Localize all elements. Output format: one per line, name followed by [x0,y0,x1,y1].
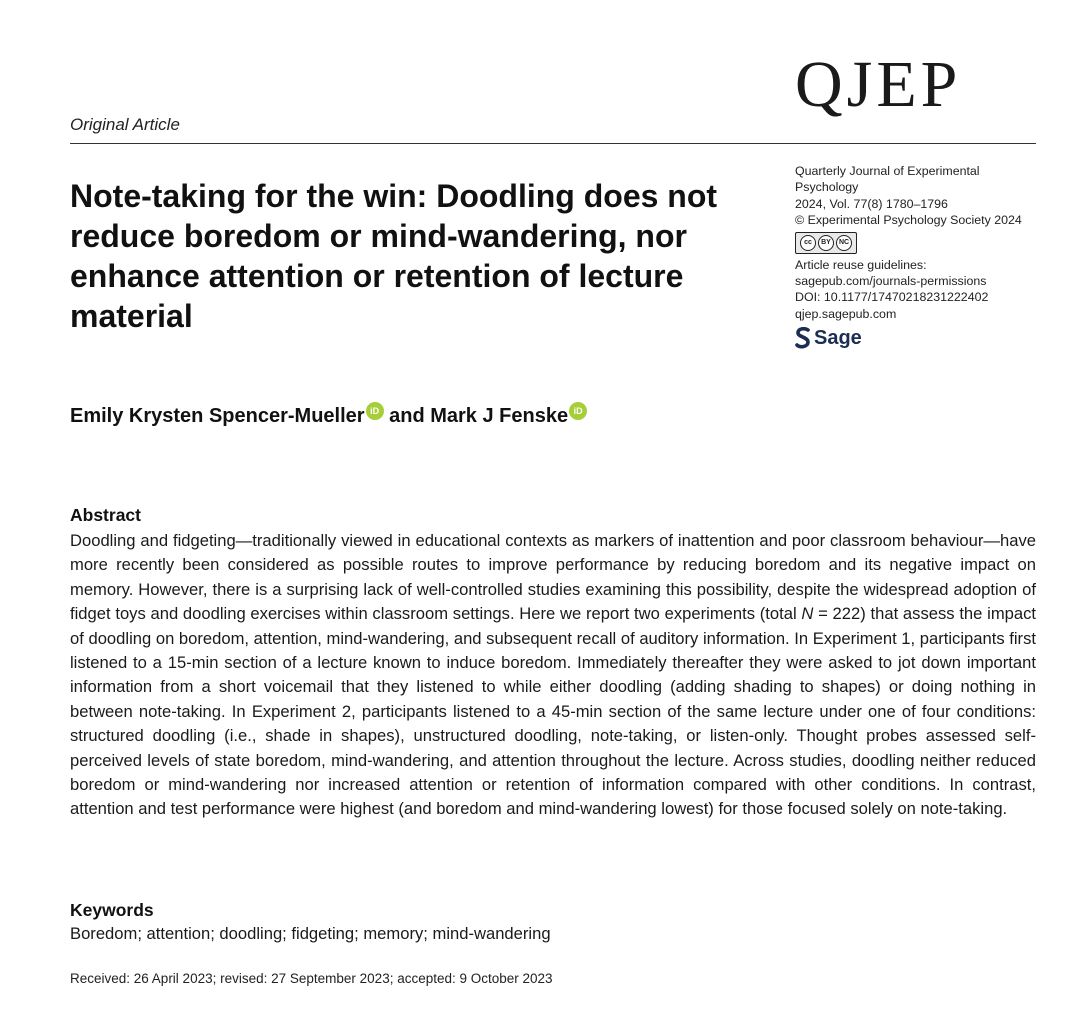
journal-info [795,163,1055,349]
abstract-part-2: ) that assess the impact of doodling on boredom, attention, mind-wandering, and subsequent recall of auditory information. In Experiment 1, participants first listened to a 15-min section of a lecture known to induce boredom. Immediately thereafter they were asked to jot down important information from a short voicemail that they listened to while either doodling (adding shading to shapes) or doing nothing in between note-taking. In Experiment 2, participants listened to a 45-min section of the same lecture under one of four conditions: structured doodling (i.e., shade in shapes), unstructured doodling, note-taking, or listen-only. Thought probes assessed self-perceived levels of state boredom, mind-wandering, and attention throughout the lecture. Across studies, doodling neither reduced boredom or mind-wandering nor increased attention or retention of information compared with other conditions. In contrast, attention and test performance were highest (and boredom and mind-wandering lowest) for those focused solely on note-taking. [70,604,1037,819]
header-divider [70,143,1036,144]
orcid-icon[interactable]: iD [569,402,587,420]
orcid-icon[interactable]: iD [366,402,384,420]
journal-copyright: © Experimental Psychology Society 2024 [795,213,1022,228]
sage-s-icon [795,327,811,349]
reuse-guidelines-label: Article reuse guidelines: [795,257,927,272]
cc-nc-icon: NC [836,235,852,251]
sample-size-symbol: N [801,604,814,624]
journal-name-line-2: Psychology [795,180,859,195]
journal-name-line-1: Quarterly Journal of Experimental [795,164,980,178]
cc-by-icon: BY [818,235,834,251]
publisher-logo [795,327,1055,349]
journal-site-link[interactable]: qjep.sagepub.com [795,306,897,321]
keywords-heading: Keywords [70,900,154,920]
submission-dates: Received: 26 April 2023; revised: 27 September 2023; accepted: 9 October 2023 [70,971,553,986]
abstract-heading: Abstract [70,505,141,525]
publisher-name: Sage [814,327,862,350]
keywords-list: Boredom; attention; doodling; fidgeting; memory; mind-wandering [70,924,551,943]
cc-license-badge[interactable] [795,232,857,254]
reuse-guidelines-link[interactable]: sagepub.com/journals-permissions [795,274,987,289]
author-list [70,405,587,428]
abstract-part-1: Doodling and fidgeting—traditionally viewed in educational contexts as markers of inattention and poor classroom behaviour—have more recently been considered as possible routes to improve performance by reducing boredom and its negative impact on memory. However, there is a surprising lack of well-controlled studies examining this possibility, despite the widespread adoption of fidget toys and doodling exercises within classroom settings. Here we report two experiments (total [70,531,1036,624]
author-name: Mark J Fenske [430,405,569,427]
journal-volume: 2024, Vol. 77(8) 1780–1796 [795,196,948,211]
sample-size-value: = 222 [813,604,861,624]
author-name: Emily Krysten Spencer-Mueller [70,405,365,427]
journal-logo: QJEP [795,48,962,121]
author-separator: and [383,405,431,427]
article-title: Note-taking for the win: Doodling does not reduce boredom or mind-wandering, nor enhance attention or retention of lecture material [70,178,718,334]
doi-link[interactable]: DOI: 10.1177/17470218231222402 [795,290,989,305]
abstract-text [70,529,1036,822]
cc-icon: cc [800,235,816,251]
article-type: Original Article [70,115,180,134]
